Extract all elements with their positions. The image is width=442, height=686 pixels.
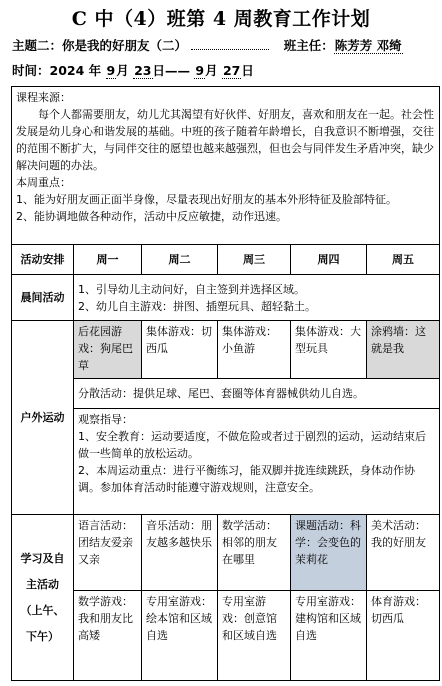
outdoor-game-fri: 涂鸦墙：这就是我 bbox=[367, 321, 440, 379]
time-day-text-start: 日—— bbox=[152, 63, 191, 78]
outdoor-game-mon: 后花园游戏：狗尾巴草 bbox=[74, 321, 142, 379]
learning-label-line-2: 主活动 bbox=[26, 577, 59, 591]
focus-heading: 本周重点： bbox=[16, 176, 71, 189]
morning-row bbox=[12, 275, 440, 321]
theme-label: 主题二：你是我的好朋友（二） bbox=[12, 38, 188, 53]
learning-label-line-3: （上午、 bbox=[20, 603, 65, 617]
time-month-end: 9 bbox=[195, 63, 205, 78]
morning-label: 晨间活动 bbox=[12, 275, 74, 321]
dotted-fill bbox=[191, 39, 269, 50]
theme-line bbox=[12, 36, 403, 54]
outdoor-guide-row bbox=[12, 409, 440, 515]
time-year: 2024 年 bbox=[49, 63, 102, 78]
time-line bbox=[12, 61, 254, 79]
time-month-start: 9 bbox=[106, 63, 116, 78]
guide-item-2: 2、本周运动重点：进行平衡练习，能双脚并拢连续跳跃，身体动作协调。参加体育活动时能遵守游戏规则，注意安全。 bbox=[78, 464, 415, 494]
learning-wed-2: 专用室游戏：创意馆和区域自选 bbox=[218, 591, 291, 681]
learning-tue-2: 专用室游戏：绘本馆和区域自选 bbox=[142, 591, 218, 681]
learning-label bbox=[12, 515, 74, 681]
outdoor-game-wed: 集体游戏：小鱼游 bbox=[218, 321, 291, 379]
learning-mon-1: 语言活动：团结友爱亲又亲 bbox=[74, 515, 142, 591]
learning-tue-1: 音乐活动：朋友越多越快乐 bbox=[142, 515, 218, 591]
outdoor-guide-cell bbox=[74, 409, 440, 515]
time-day-end: 27 bbox=[222, 63, 241, 78]
learning-row-1 bbox=[12, 515, 440, 591]
learning-fri-1: 美术活动：我的好朋友 bbox=[367, 515, 440, 591]
origin-row bbox=[12, 87, 440, 245]
teacher-names: 陈芳芳 邓绮 bbox=[334, 38, 402, 53]
outdoor-label: 户外运动 bbox=[12, 321, 74, 515]
header-day-tue: 周二 bbox=[142, 245, 218, 275]
outdoor-games-row bbox=[12, 321, 440, 379]
learning-thu-1: 课题活动：科学：会变色的茉莉花 bbox=[291, 515, 367, 591]
outdoor-game-tue: 集体游戏：切西瓜 bbox=[142, 321, 218, 379]
guide-heading: 观察指导： bbox=[78, 413, 133, 426]
origin-cell bbox=[12, 87, 440, 245]
morning-line-2: 2、幼儿自主游戏：拼图、插塑玩具、超轻黏土。 bbox=[78, 299, 316, 313]
morning-content bbox=[74, 275, 440, 321]
header-day-fri: 周五 bbox=[367, 245, 440, 275]
teacher-label: 班主任： bbox=[283, 38, 334, 53]
header-day-mon: 周一 bbox=[74, 245, 142, 275]
header-row bbox=[12, 245, 440, 275]
header-day-thu: 周四 bbox=[291, 245, 367, 275]
morning-line-1: 1、引导幼儿主动问好，自主签到并选择区域。 bbox=[78, 282, 305, 296]
page-title: C 中（4）班第 4 周教育工作计划 bbox=[71, 8, 371, 30]
plan-table bbox=[11, 86, 440, 681]
guide-item-1: 1、安全教育：运动要适度，不做危险或者过于剧烈的运动，运动结束后做一些简单的放松运动。 bbox=[78, 430, 426, 460]
learning-label-line-1: 学习及自 bbox=[20, 551, 65, 565]
learning-mon-2: 数学游戏：我和朋友比高矮 bbox=[74, 591, 142, 681]
time-label: 时间： bbox=[12, 63, 50, 78]
time-month-text-start: 月 bbox=[116, 63, 129, 78]
learning-wed-1: 数学活动：相邻的朋友在哪里 bbox=[218, 515, 291, 591]
focus-item-1: 1、能为好朋友画正面半身像，尽量表现出好朋友的基本外形特征及脸部特征。 bbox=[16, 193, 397, 206]
outdoor-game-thu: 集体游戏：大型玩具 bbox=[291, 321, 367, 379]
origin-text: 每个人都需要朋友，幼儿尤其渴望有好伙伴、好朋友，喜欢和朋友在一起。社会性发展是幼儿身心和谐发展的基础。中班的孩子随着年龄增长，自我意识不断增强，交往的范围不断扩大，与同伴交往的愿望也越来越强烈，但也会与同伴发生矛盾冲突，缺少解决问题的办法。 bbox=[16, 108, 434, 172]
outdoor-free-row bbox=[12, 379, 440, 409]
learning-row-2 bbox=[12, 591, 440, 681]
focus-item-2: 2、能协调地做各种动作，活动中反应敏捷，动作迅速。 bbox=[16, 210, 287, 223]
header-day-wed: 周三 bbox=[218, 245, 291, 275]
time-month-text-end: 月 bbox=[205, 63, 218, 78]
outdoor-free: 分散活动：提供足球、尾巴、套圈等体育器械供幼儿自选。 bbox=[74, 379, 440, 409]
time-day-start: 23 bbox=[134, 63, 152, 78]
time-day-text-end: 日 bbox=[241, 63, 254, 78]
learning-fri-2: 体育游戏：切西瓜 bbox=[367, 591, 440, 681]
learning-thu-2: 专用室游戏：建构馆和区域自选 bbox=[291, 591, 367, 681]
origin-heading: 课程来源： bbox=[16, 91, 71, 104]
header-activity: 活动安排 bbox=[12, 245, 74, 275]
learning-label-line-4: 下午） bbox=[26, 629, 59, 643]
